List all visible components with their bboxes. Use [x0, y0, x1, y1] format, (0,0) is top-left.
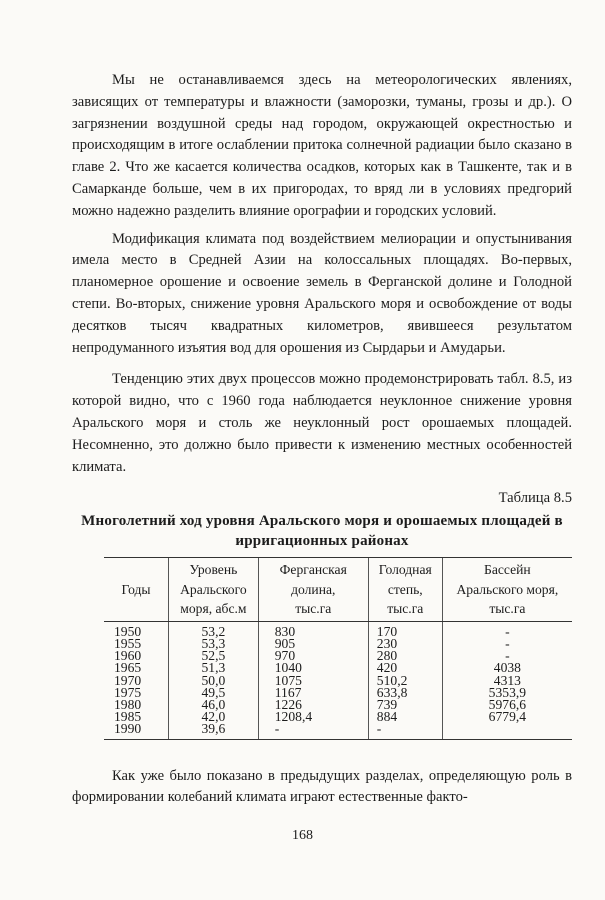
cell-golodnaya: 280	[368, 650, 442, 662]
cell-basin: 5353,9	[442, 687, 572, 699]
cell-fergana: 905	[258, 638, 368, 650]
cell-level: 51,3	[169, 662, 259, 674]
table-row	[104, 621, 572, 638]
cell-golodnaya: 510,2	[368, 675, 442, 687]
cell-basin: 4313	[442, 675, 572, 687]
cell-fergana: -	[258, 723, 368, 739]
cell-golodnaya: 884	[368, 711, 442, 723]
cell-golodnaya: -	[368, 723, 442, 739]
cell-fergana: 970	[258, 650, 368, 662]
cell-level: 39,6	[169, 723, 259, 739]
header-basin: Бассейн Аральского моря, тыс.га	[442, 558, 572, 622]
cell-basin: 6779,4	[442, 711, 572, 723]
cell-year: 1975	[114, 684, 142, 700]
cell-level: 46,0	[169, 699, 259, 711]
cell-basin: 4038	[442, 662, 572, 674]
table-row	[104, 638, 572, 650]
table-title: Многолетний ход уровня Аральского моря и орошаемых площадей в ирригационных районах	[81, 513, 563, 550]
paragraph-2: Модификация климата под воздействием мелиорации и опустынивания имела место в Средней Азии на колоссальных площадях. Во-первых, планомерное орошение и освоение земель в Ферганской долине и Голодной степи. Во-вторых, снижение уровня Аральского моря и освобождение от воды десятков тысяч квадратных километров, явившееся результатом непродуманного изъятия вод для орошения из Сырдарьи и Амударьи.	[72, 230, 572, 356]
paragraph-after-table: Как уже было показано в предыдущих разделах, определяющую роль в формировании колебаний климата играют естественные факто-	[72, 767, 572, 806]
table-label: Таблица 8.5	[498, 490, 572, 507]
cell-basin: -	[442, 621, 572, 638]
cell-year: 1970	[114, 672, 142, 688]
cell-year: 1965	[114, 660, 142, 676]
cell-year: 1990	[104, 723, 169, 739]
header-level: Уровень Аральского моря, абс.м	[169, 558, 259, 622]
cell-level: 49,5	[169, 687, 259, 699]
cell-fergana: 1208,4	[258, 711, 368, 723]
cell-level: 42,0	[169, 711, 259, 723]
cell-golodnaya: 739	[368, 699, 442, 711]
header-year: Годы	[104, 558, 169, 622]
table-row	[104, 723, 572, 739]
cell-fergana: 1075	[258, 675, 368, 687]
cell-year: 1955	[114, 636, 142, 652]
cell-level: 53,3	[169, 638, 259, 650]
cell-level: 52,5	[169, 650, 259, 662]
header-golodnaya: Голодная степь, тыс.га	[368, 558, 442, 622]
data-table	[104, 557, 572, 739]
cell-basin: -	[442, 638, 572, 650]
cell-level: 53,2	[169, 621, 259, 638]
table-row	[104, 711, 572, 723]
cell-year: 1950	[114, 623, 142, 639]
cell-level: 50,0	[169, 675, 259, 687]
cell-golodnaya: 230	[368, 638, 442, 650]
cell-basin: 5976,6	[442, 699, 572, 711]
cell-fergana: 830	[258, 621, 368, 638]
cell-year: 1980	[114, 697, 142, 713]
cell-fergana: 1040	[258, 662, 368, 674]
paragraph-1: Мы не останавливаемся здесь на метеорологических явлениях, зависящих от температуры и влажности (заморозки, туманы, грозы и др.). О загрязнении воздушной среды над городом, окружающей окрестностью и происходящим в итоге ослаблении притока солнечной радиации было сказано в главе 2. Что же касается количества осадков, которых как в Ташкенте, так и в Самарканде больше, чем в их пригородах, то вряд ли в условиях предгорий можно надежно разделить влияние орографии и городских условий.	[72, 72, 572, 219]
page-number: 168	[292, 828, 313, 843]
cell-golodnaya: 420	[368, 662, 442, 674]
cell-golodnaya: 170	[368, 621, 442, 638]
cell-golodnaya: 633,8	[368, 687, 442, 699]
cell-basin: -	[442, 650, 572, 662]
cell-fergana: 1167	[258, 687, 368, 699]
cell-basin	[442, 723, 572, 739]
cell-year: 1985	[114, 709, 142, 725]
header-fergana: Ферганская долина, тыс.га	[258, 558, 368, 622]
cell-fergana: 1226	[258, 699, 368, 711]
cell-year: 1960	[114, 648, 142, 664]
table-header-row	[104, 558, 572, 622]
paragraph-3: Тенденцию этих двух процессов можно продемонстрировать табл. 8.5, из которой видно, что с 1960 года наблюдается неуклонное снижение уровня Аральского моря и столь же неуклонный рост орошаемых площадей. Несомненно, это должно было привести к изменению местных особенностей климата.	[72, 371, 572, 475]
page-content	[72, 70, 572, 815]
